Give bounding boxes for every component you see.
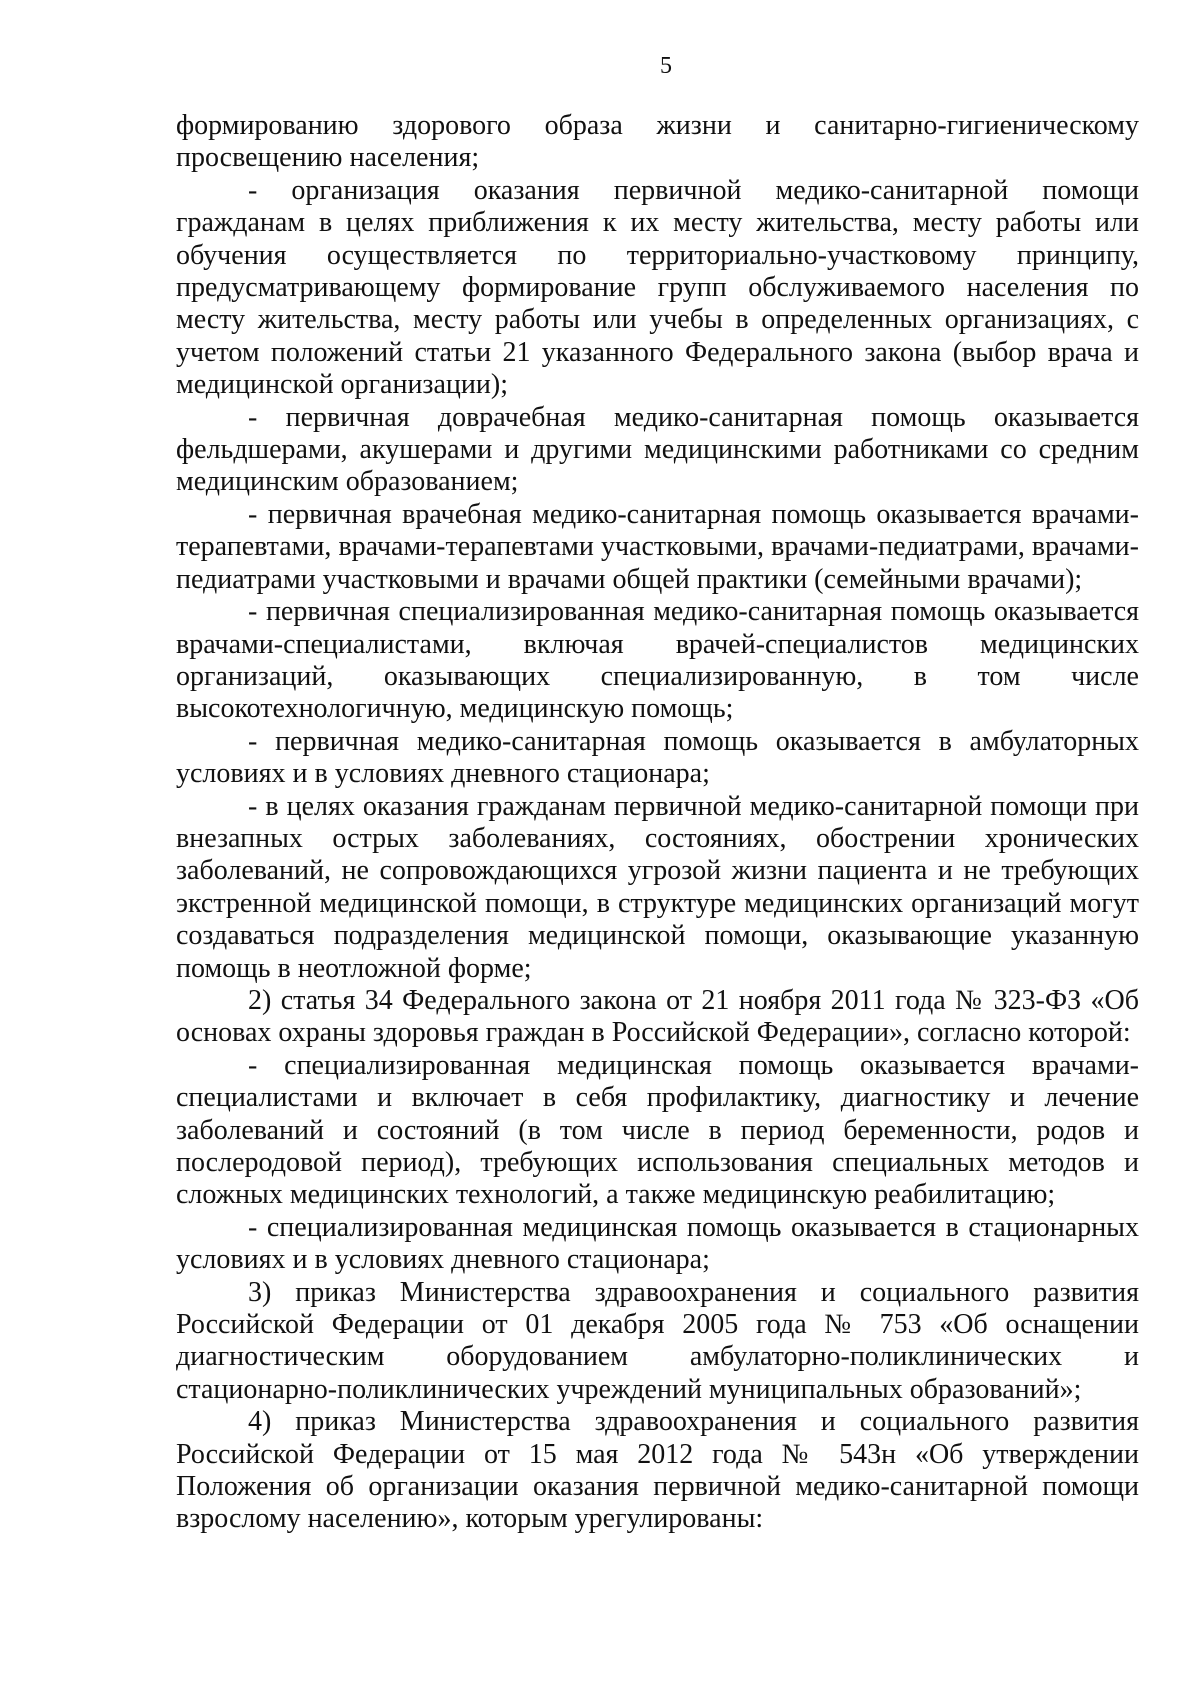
paragraph-specialized-care-conditions: - специализированная медицинская помощь оказывается в стационарных условиях и в условиях дневного стационара;	[176, 1211, 1139, 1276]
paragraph-order-753: 3) приказ Министерства здравоохранения и социального развития Российской Федерации от 01 декабря 2005 года № 753 «Об оснащении диагностическим оборудованием амбулаторно-поликлинических и стационарно-поликлинических учреждений муниципальных образований»;	[176, 1276, 1139, 1405]
paragraph-continuation: формированию здорового образа жизни и санитарно-гигиеническому просвещению населения;	[176, 110, 1139, 174]
paragraph-organization-primary-care: - организация оказания первичной медико-санитарной помощи гражданам в целях приближения к их месту жительства, месту работы или обучения осуществляется по территориально-участковому принципу, предусматривающему формирование групп обслуживаемого населения по месту жительства, месту работы или учебы в определенных организациях, с учетом положений статьи 21 указанного Федерального закона (выбор врача и медицинской организации);	[176, 174, 1139, 401]
paragraph-pre-physician-care: - первичная доврачебная медико-санитарная помощь оказывается фельдшерами, акушерами и другими медицинскими работниками со средним медицинским образованием;	[176, 401, 1139, 498]
paragraph-physician-care: - первичная врачебная медико-санитарная помощь оказывается врачами-терапевтами, врачами-терапевтами участковыми, врачами-педиатрами, врачами-педиатрами участковыми и врачами общей практики (семейными врачами);	[176, 498, 1139, 595]
paragraph-care-conditions: - первичная медико-санитарная помощь оказывается в амбулаторных условиях и в условиях дневного стационара;	[176, 725, 1139, 790]
paragraph-specialized-primary-care: - первичная специализированная медико-санитарная помощь оказывается врачами-специалистами, включая врачей-специалистов медицинских организаций, оказывающих специализированную, в том числе высокотехнологичную, медицинскую помощь;	[176, 596, 1139, 725]
paragraph-urgent-care-units: - в целях оказания гражданам первичной медико-санитарной помощи при внезапных острых заболеваниях, состояниях, обострении хронических заболеваний, не сопровождающихся угрозой жизни пациента и не требующих экстренной медицинской помощи, в структуре медицинских организаций могут создаваться подразделения медицинской помощи, оказывающие указанную помощь в неотложной форме;	[176, 790, 1139, 984]
page-number: 5	[660, 53, 672, 79]
paragraph-article-34: 2) статья 34 Федерального закона от 21 ноября 2011 года № 323-ФЗ «Об основах охраны здоровья граждан в Российской Федерации», согласно которой:	[176, 984, 1139, 1049]
paragraph-order-543n: 4) приказ Министерства здравоохранения и социального развития Российской Федерации от 15 мая 2012 года № 543н «Об утверждении Положения об организации оказания первичной медико-санитарной помощи взрослому населению», которым урегулированы:	[176, 1406, 1139, 1535]
document-body	[176, 110, 1139, 1536]
paragraph-specialized-care-definition: - специализированная медицинская помощь оказывается врачами-специалистами и включает в себя профилактику, диагностику и лечение заболеваний и состояний (в том числе в период беременности, родов и послеродовой период), требующих использования специальных методов и сложных медицинских технологий, а также медицинскую реабилитацию;	[176, 1049, 1139, 1211]
